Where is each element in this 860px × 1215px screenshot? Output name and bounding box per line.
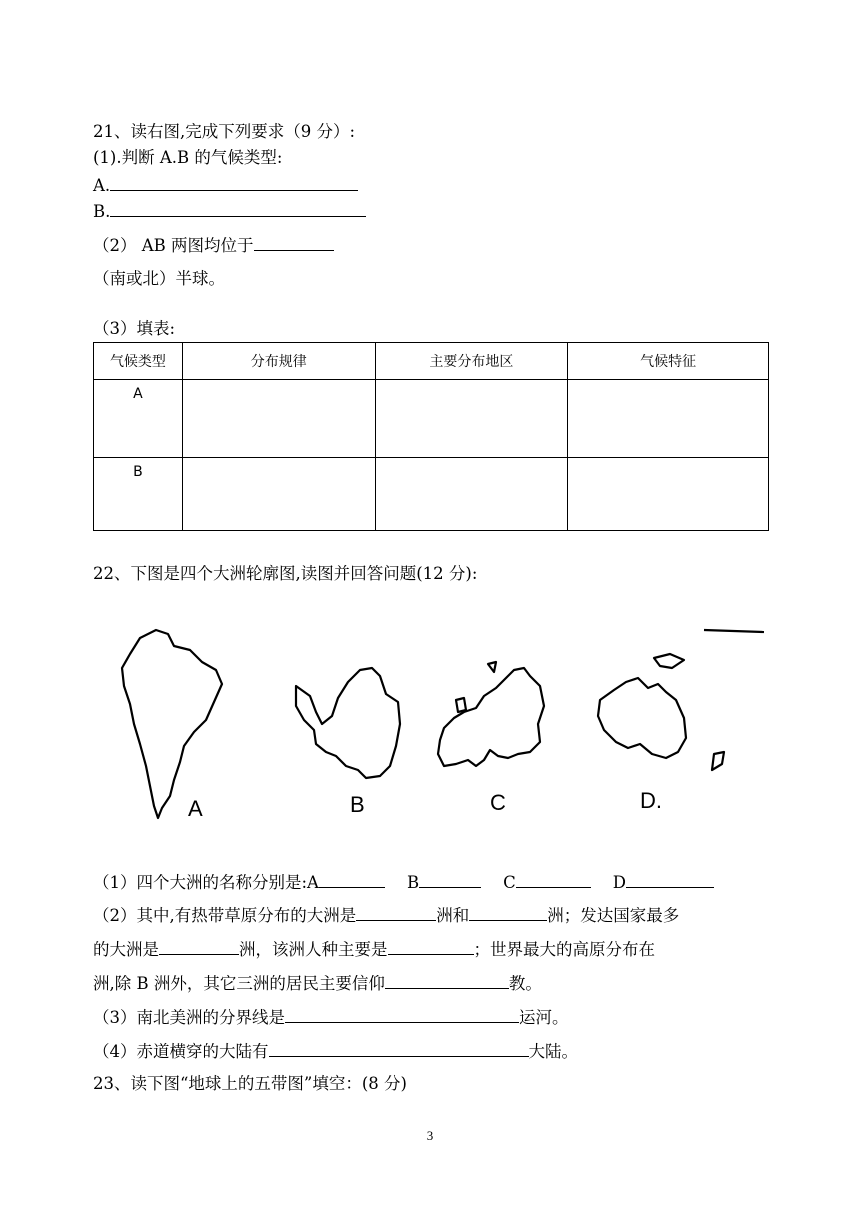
q22-s4-prefix: （4）赤道横穿的大陆有	[93, 1042, 269, 1061]
q22-s2-text: 洲和	[436, 906, 470, 925]
canal-blank[interactable]	[285, 1005, 519, 1023]
table-cell[interactable]	[568, 458, 769, 531]
south-america-outline	[122, 630, 222, 818]
continent-c-blank[interactable]	[516, 870, 591, 888]
equator-continents-blank[interactable]	[269, 1039, 529, 1057]
table-header: 气候特征	[568, 343, 769, 380]
savanna-continent-blank-1[interactable]	[356, 903, 436, 921]
table-cell[interactable]	[375, 380, 568, 458]
new-zealand-outline	[712, 752, 724, 770]
race-blank[interactable]	[388, 937, 474, 955]
europe-island-outline	[456, 698, 466, 712]
q21-sub2-prefix: （2） AB 两图均位于	[93, 236, 254, 255]
table-header: 分布规律	[182, 343, 375, 380]
q22-s3-prefix: （3）南北美洲的分界线是	[93, 1008, 285, 1027]
continent-b-blank[interactable]	[419, 870, 481, 888]
q23-title: 23、读下图“地球上的五带图”填空：(8 分)	[93, 1074, 407, 1093]
q22-s2-text: 洲；发达国家最多	[547, 906, 680, 925]
table-header: 气候类型	[94, 343, 183, 380]
europe-island-outline	[488, 662, 496, 672]
table-cell[interactable]	[375, 458, 568, 531]
q22-s2-text: 的大洲是	[93, 940, 159, 959]
table-row-label: B	[94, 458, 183, 531]
developed-continent-blank[interactable]	[159, 937, 239, 955]
continent-a-blank[interactable]	[319, 870, 385, 888]
q22-s1-c: C	[503, 873, 516, 892]
q22-s3-line	[93, 1005, 569, 1029]
new-guinea-outline	[654, 654, 684, 668]
q21-a-label: A.	[93, 176, 111, 195]
q22-s1-d: D	[612, 873, 626, 892]
table-row	[94, 380, 769, 458]
q22-s2-text: 教。	[508, 974, 542, 993]
table-cell[interactable]	[568, 380, 769, 458]
table-header-row	[94, 343, 769, 380]
q22-s4-line	[93, 1039, 578, 1063]
australia-outline	[598, 678, 686, 758]
q22-s1-b: B	[406, 873, 420, 892]
q22-s2-text: 洲，该洲人种主要是	[239, 940, 388, 959]
q21-answer-a-blank[interactable]	[110, 173, 358, 191]
q22-s4-suffix: 大陆。	[528, 1042, 578, 1061]
q21-sub1: (1).判断 A.B 的气候类型:	[93, 148, 283, 167]
q21-answer-b-blank[interactable]	[110, 199, 366, 217]
top-right-line	[704, 630, 764, 632]
q22-s1-line	[93, 870, 714, 894]
q22-s2-line1	[93, 903, 679, 927]
q21-answer-a-line	[93, 173, 358, 197]
q21-sub2-suffix: （南或北）半球。	[93, 269, 225, 288]
q21-sub2-line	[93, 233, 334, 257]
q21-sub3: （3）填表:	[93, 319, 176, 338]
q22-s2-line2	[93, 937, 655, 961]
continent-outline-maps	[110, 620, 770, 825]
climate-table	[93, 342, 769, 531]
page-number: 3	[426, 1128, 434, 1143]
table-cell[interactable]	[182, 458, 375, 531]
q21-b-label: B.	[93, 202, 111, 221]
table-row	[94, 458, 769, 531]
q21-answer-b-line	[93, 199, 366, 223]
q21-title: 21、读右图,完成下列要求（9 分）:	[93, 122, 356, 141]
q22-s2-text: （2）其中,有热带草原分布的大洲是	[93, 906, 357, 925]
religion-blank[interactable]	[385, 971, 509, 989]
europe-outline	[438, 668, 544, 766]
map-label-c: C	[490, 790, 506, 815]
q22-s2-line3	[93, 971, 542, 995]
q22-s2-text: 洲,除 B 洲外，其它三洲的居民主要信仰	[93, 974, 385, 993]
map-label-b: B	[350, 792, 365, 817]
map-label-d: D.	[640, 788, 662, 813]
continent-d-blank[interactable]	[626, 870, 714, 888]
antarctica-outline	[296, 668, 400, 778]
q22-s3-suffix: 运河。	[519, 1008, 569, 1027]
map-label-a: A	[188, 796, 203, 821]
table-cell[interactable]	[182, 380, 375, 458]
table-row-label: A	[94, 380, 183, 458]
q22-s2-text: ；世界最大的高原分布在	[473, 940, 655, 959]
table-header: 主要分布地区	[375, 343, 568, 380]
q22-s1-prefix: （1）四个大洲的名称分别是:A	[93, 873, 319, 892]
savanna-continent-blank-2[interactable]	[469, 903, 547, 921]
q21-hemisphere-blank[interactable]	[254, 233, 334, 251]
q22-title: 22、下图是四个大洲轮廓图,读图并回答问题(12 分):	[93, 564, 478, 583]
